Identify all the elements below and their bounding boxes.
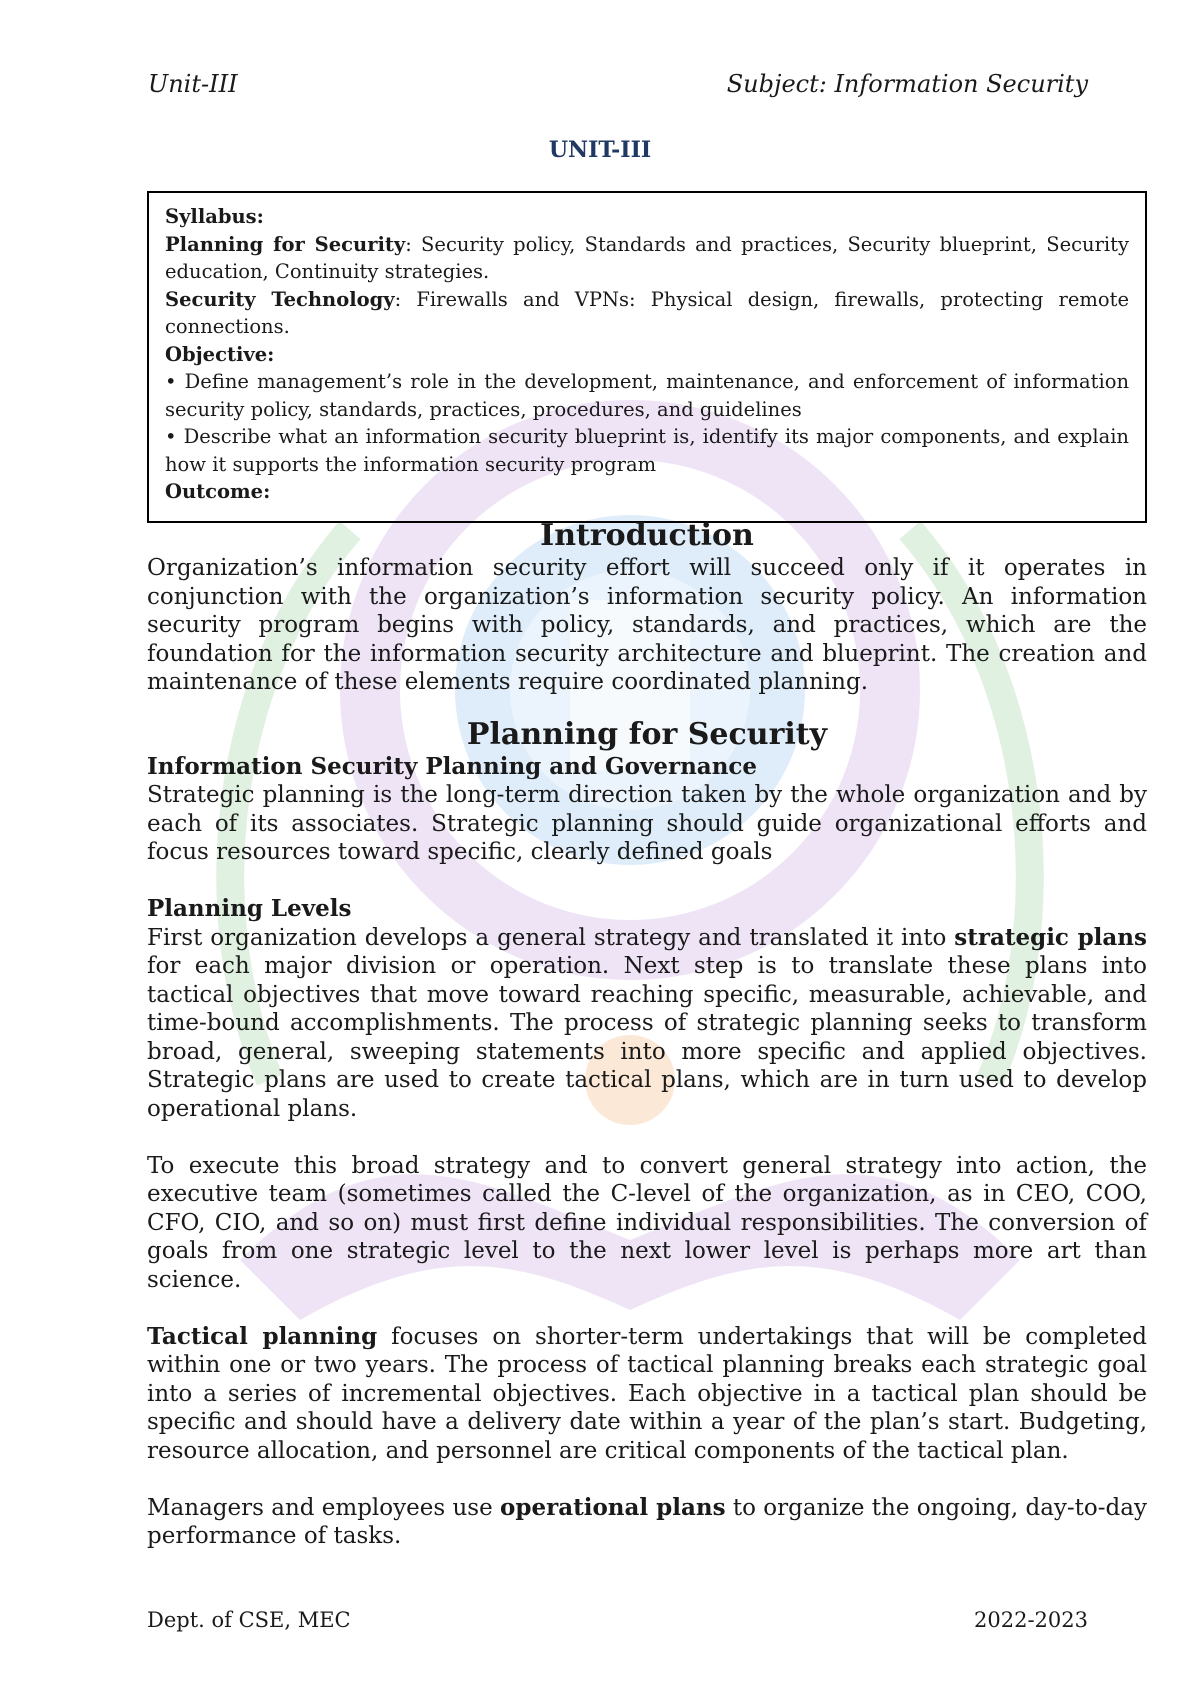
governance-heading: Information Security Planning and Governance [147,752,758,780]
operational-paragraph [147,1494,1147,1551]
syllabus-box [147,191,1147,523]
tactical-paragraph [147,1323,1147,1466]
tactical-text: focuses on shorter-term undertakings that will be completed within one or two years. The process of tactical planning breaks each strategic goal into a series of incremental objectives. Each objective in a tactical plan should be specific and should have a delivery date within a year of the plan’s start. Budgeting, resource allocation, and personnel are critical components of the tactical plan. [147,1323,1148,1464]
technology-label: Security Technology [165,287,395,311]
footer-year: 2022-2023 [974,1608,1088,1632]
technology-text: : Firewalls and VPNs: Physical design, firewalls, protecting remote connections. [165,287,1129,338]
header-subject: Subject: Information Security [726,70,1088,98]
levels-text-after: for each major division or operation. Next step is to translate these plans into tactical objectives that move toward reaching specific, measurable, achievable, and time-bound accomplishments. The process of strategic planning seeks to transform broad, general, sweeping statements into more specific and applied objectives. Strategic plans are used to create tactical plans, which are in turn used to develop operational plans. [147,953,1147,1122]
planning-levels-paragraph [147,924,1147,1124]
strategic-plans-term: strategic plans [954,923,1147,951]
tactical-planning-term: Tactical planning [147,1322,378,1350]
planning-text: : Security policy, Standards and practices, Security blueprint, Security education, Continuity strategies. [165,232,1129,283]
levels-text-before: First organization develops a general strategy and translated it into [147,924,955,951]
objective-item: • Define management’s role in the development, maintenance, and enforcement of information security policy, standards, practices, procedures, and guidelines [165,370,1129,421]
governance-text: Strategic planning is the long-term direction taken by the whole organization and by each of its associates. Strategic planning should guide organizational efforts and focus resources toward specific, clearly defined goals [147,782,1147,865]
operational-text-after: to organize the ongoing, day-to-day performance of tasks. [147,1494,1147,1549]
introduction-heading: Introduction [540,518,754,553]
planning-heading: Planning for Security [466,716,828,752]
execution-paragraph: To execute this broad strategy and to convert general strategy into action, the executive team (sometimes called the C-level of the organization, as in CEO, COO, CFO, CIO, and so on) must first define individual responsibilities. The conversion of goals from one strategic level to the next lower level is perhaps more art than science. [147,1152,1147,1293]
outcome-label: Outcome: [165,480,271,503]
operational-plans-term: operational plans [500,1493,726,1521]
header-unit: Unit-III [148,70,238,98]
main-content [147,518,1148,1551]
planning-label: Planning for Security [165,232,406,256]
introduction-text: Organization’s information security effort will succeed only if it operates in conjunction with the organization’s information security policy. An information security program begins with policy, standards, and practices, which are the foundation for the information security architecture and blueprint. The creation and maintenance of these elements require coordinated planning. [147,555,1147,695]
objective-item: • Describe what an information security blueprint is, identify its major components, and explain how it supports the information security program [165,425,1129,476]
planning-levels-heading: Planning Levels [147,895,352,922]
syllabus-label: Syllabus: [165,205,264,228]
unit-title: UNIT-III [548,137,652,163]
objective-label: Objective: [165,342,275,366]
footer-dept: Dept. of CSE, MEC [147,1608,351,1632]
operational-text-before: Managers and employees use [147,1494,501,1521]
